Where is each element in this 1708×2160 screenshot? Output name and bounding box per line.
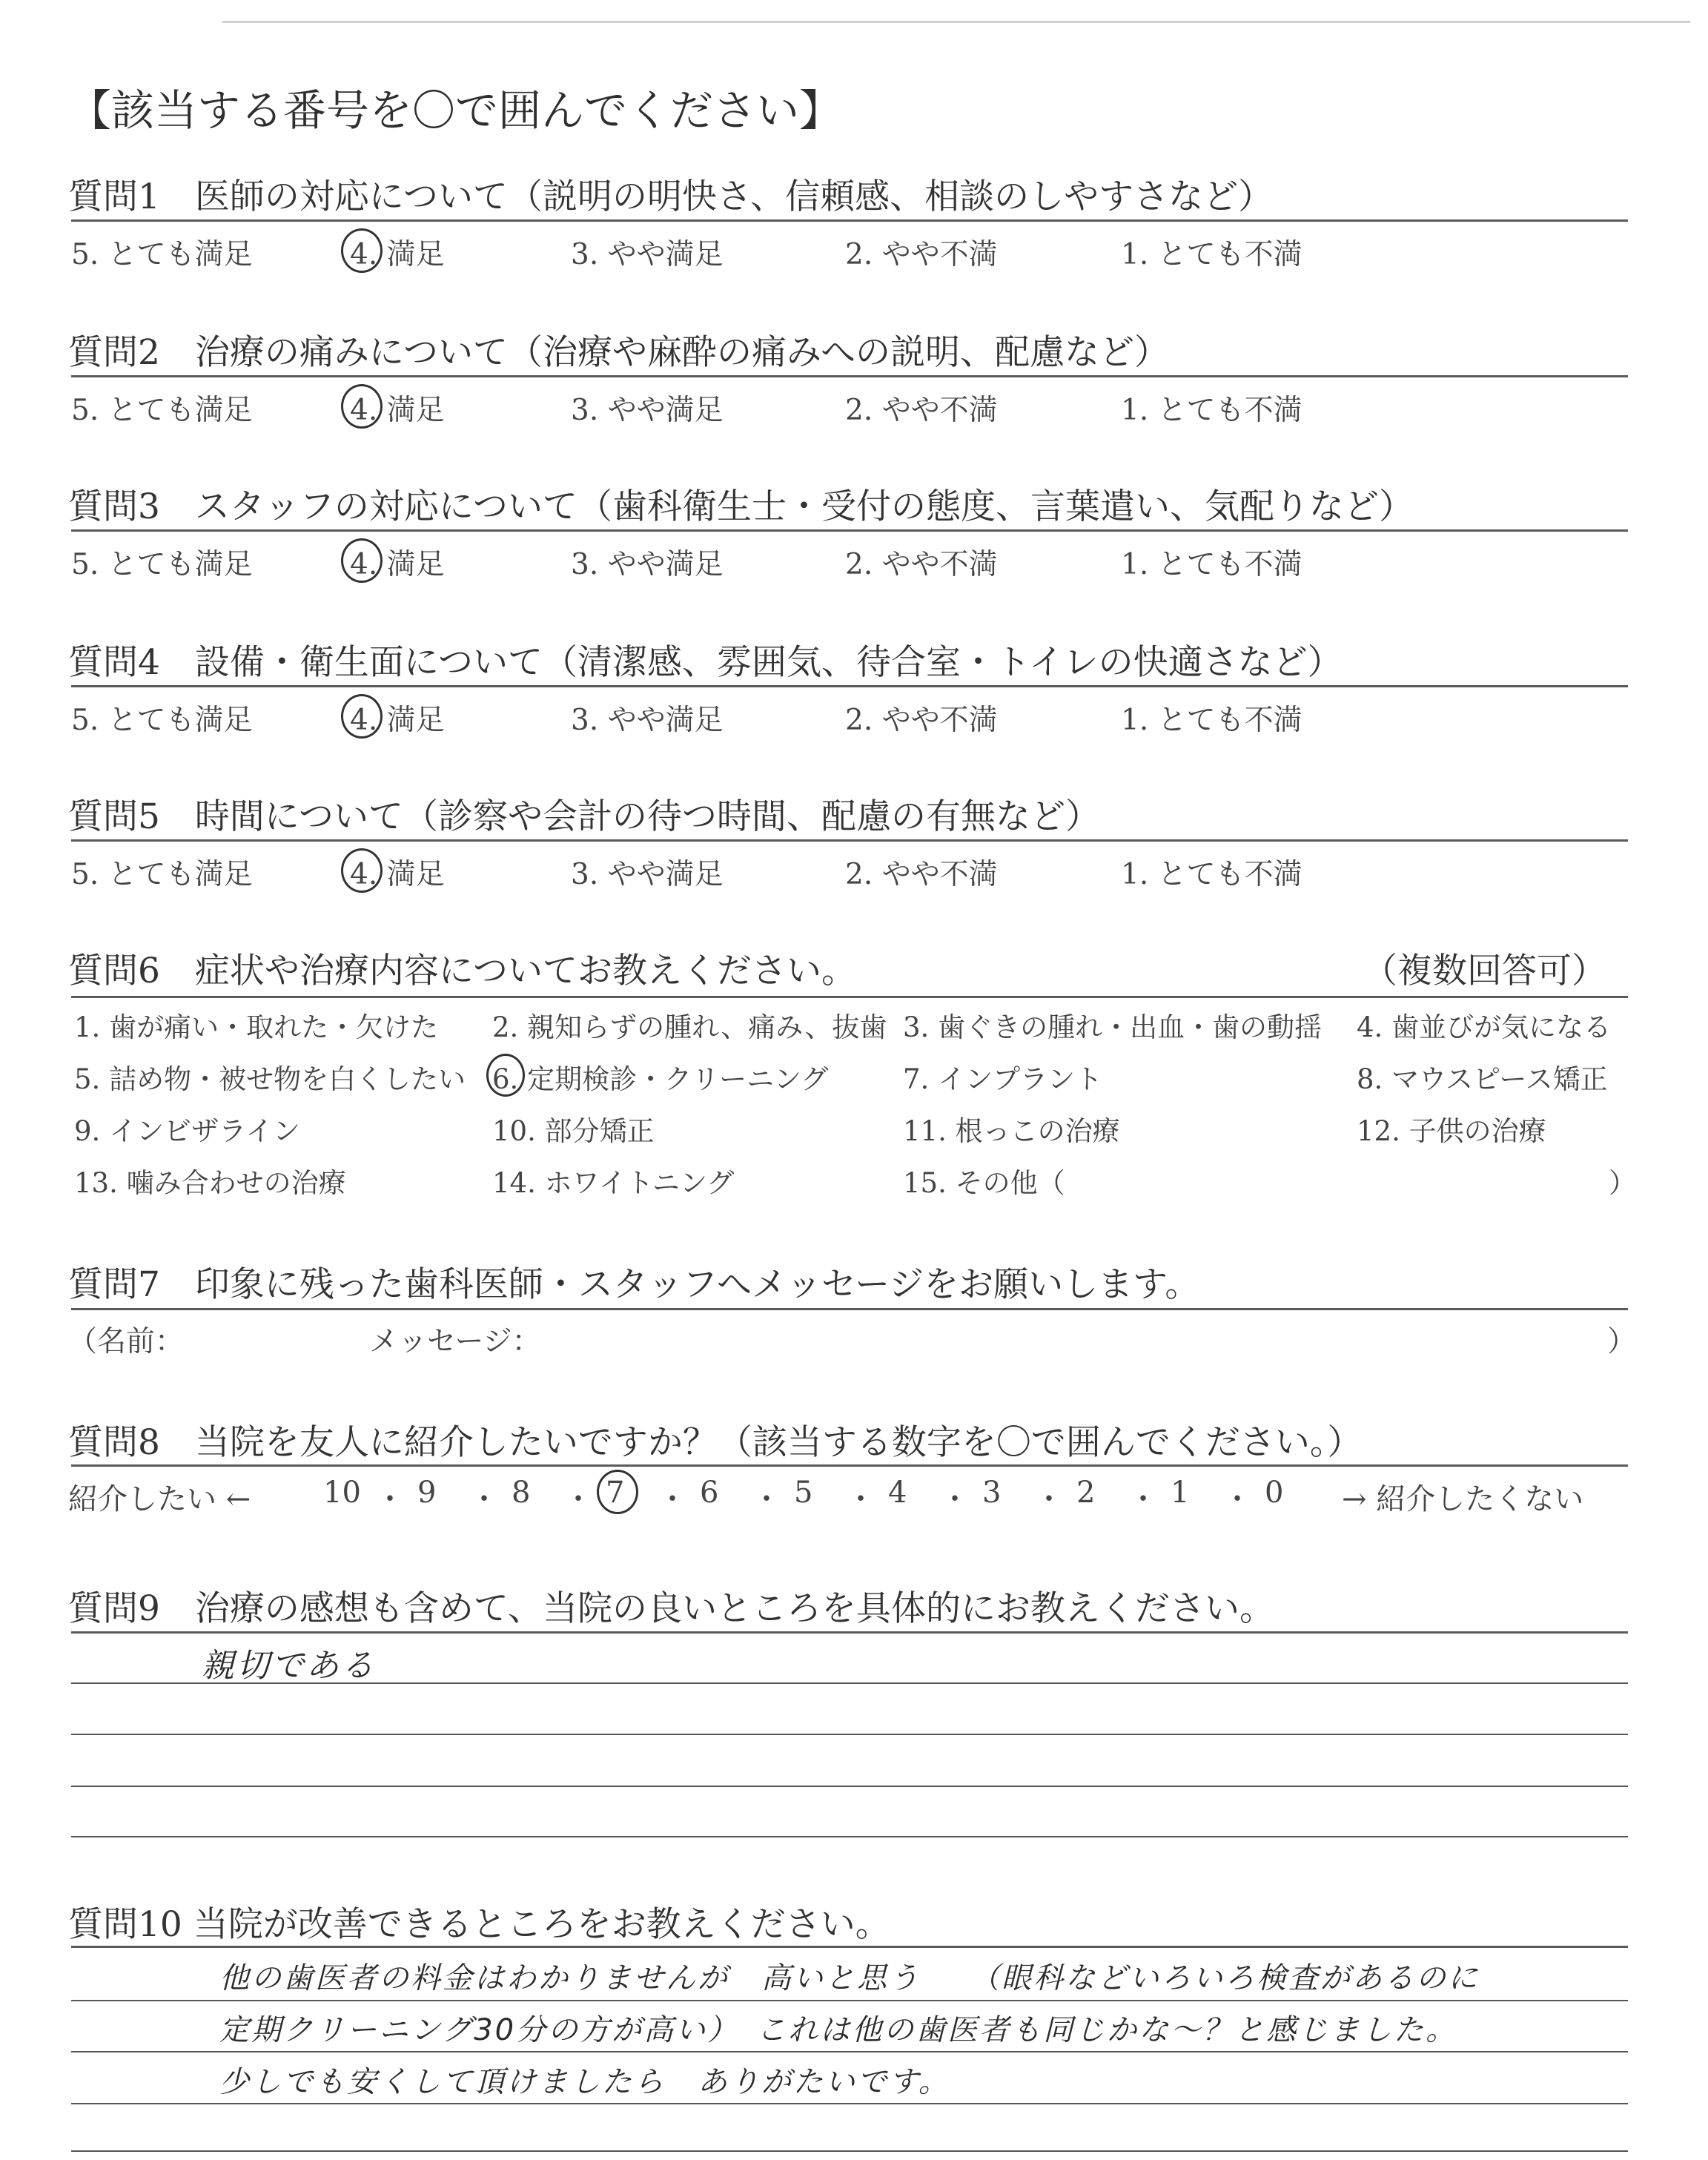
- q2-option-3[interactable]: 3. やや満足: [571, 394, 724, 427]
- q8-scale-separator: ・: [1034, 1482, 1064, 1516]
- q9-handwritten-answer: 親切である: [202, 1647, 376, 1685]
- q6-selection-circle: [486, 1054, 525, 1097]
- q5-selection-circle: [341, 848, 383, 893]
- q3-option-2[interactable]: 2. やや不満: [845, 548, 998, 581]
- q8-scale-separator: ・: [846, 1482, 875, 1516]
- q5-option-5[interactable]: 5. とても満足: [71, 858, 253, 891]
- q9-write-line: [71, 1786, 1628, 1787]
- q6-option-7[interactable]: 7. インプラント: [903, 1063, 1103, 1095]
- q2-option-5[interactable]: 5. とても満足: [71, 394, 253, 427]
- q4-option-5[interactable]: 5. とても満足: [71, 704, 253, 737]
- q8-scale-separator: ・: [752, 1482, 781, 1516]
- q9-write-line: [71, 1734, 1628, 1735]
- q2-rule: [71, 375, 1628, 377]
- q1-selection-circle: [341, 228, 383, 273]
- q6-option-8[interactable]: 8. マウスピース矯正: [1357, 1063, 1608, 1095]
- q6-option-13[interactable]: 13. 噛み合わせの治療: [74, 1167, 346, 1199]
- q8-scale-4[interactable]: 4: [888, 1476, 907, 1510]
- q8-scale-2[interactable]: 2: [1076, 1476, 1096, 1510]
- q3-option-4[interactable]: 4. 満足: [350, 548, 445, 581]
- q3-option-1[interactable]: 1. とても不満: [1121, 548, 1302, 581]
- q5-option-4[interactable]: 4. 満足: [350, 858, 445, 891]
- q6-option-14[interactable]: 14. ホワイトニング: [492, 1167, 735, 1199]
- q10-title: 質問10 当院が改善できるところをお教えください。: [68, 1904, 890, 1945]
- q5-option-1[interactable]: 1. とても不満: [1121, 858, 1302, 891]
- q8-scale-separator: ・: [1222, 1482, 1252, 1516]
- q7-rule: [71, 1308, 1628, 1310]
- q8-scale-8[interactable]: 8: [512, 1476, 531, 1510]
- q8-scale-3[interactable]: 3: [982, 1476, 1002, 1510]
- q2-option-4[interactable]: 4. 満足: [350, 394, 445, 427]
- q8-scale-separator: ・: [469, 1482, 499, 1516]
- q6-option-9[interactable]: 9. インビザライン: [74, 1115, 300, 1147]
- q8-selection-circle: [597, 1470, 638, 1514]
- q4-title: 質問4 設備・衛生面について（清潔感、雰囲気、待合室・トイレの快適さなど）: [68, 642, 1343, 683]
- q5-option-2[interactable]: 2. やや不満: [845, 858, 998, 891]
- q4-rule: [71, 685, 1628, 687]
- q9-rule: [71, 1631, 1628, 1634]
- q8-scale-9[interactable]: 9: [417, 1476, 437, 1510]
- q2-option-1[interactable]: 1. とても不満: [1121, 394, 1302, 427]
- q8-scale-separator: ・: [1128, 1482, 1158, 1516]
- q10-handwritten-line-2: 定期クリーニング30分の方が高い） これは他の歯医者も同じかな～？と感じました。: [219, 2013, 1458, 2047]
- q1-option-4[interactable]: 4. 満足: [350, 238, 445, 271]
- q6-option-4[interactable]: 4. 歯並びが気になる: [1357, 1011, 1612, 1043]
- q10-rule: [71, 1946, 1628, 1948]
- q6-option-10[interactable]: 10. 部分矯正: [492, 1115, 655, 1147]
- q6-option-3[interactable]: 3. 歯ぐきの腫れ・出血・歯の動揺: [903, 1011, 1323, 1043]
- q5-rule: [71, 839, 1628, 842]
- q7-name-label: （名前：: [68, 1325, 185, 1358]
- q1-title: 質問1 医師の対応について（説明の明快さ、信頼感、相談のしやすさなど）: [68, 176, 1274, 217]
- q8-rule: [71, 1464, 1628, 1467]
- q7-title: 質問7 印象に残った歯科医師・スタッフへメッセージをお願いします。: [68, 1264, 1200, 1305]
- q6-note: （複数回答可）: [1363, 951, 1606, 991]
- q6-option-1[interactable]: 1. 歯が痛い・取れた・欠けた: [74, 1011, 439, 1043]
- q10-write-line: [71, 2051, 1628, 2052]
- q2-option-2[interactable]: 2. やや不満: [845, 394, 998, 427]
- q10-handwritten-line-3: 少しでも安くして頂けましたら ありがたいです。: [219, 2065, 950, 2099]
- q1-rule: [71, 219, 1628, 222]
- q6-option-2[interactable]: 2. 親知らずの腫れ、痛み、抜歯: [492, 1011, 887, 1043]
- q8-scale-10[interactable]: 10: [323, 1476, 361, 1510]
- q6-option-11[interactable]: 11. 根っこの治療: [903, 1115, 1120, 1147]
- q5-option-3[interactable]: 3. やや満足: [571, 858, 724, 891]
- q10-write-line: [71, 2103, 1628, 2104]
- q2-title: 質問2 治療の痛みについて（治療や麻酔の痛みへの説明、配慮など）: [68, 332, 1170, 373]
- q3-option-3[interactable]: 3. やや満足: [571, 548, 724, 581]
- page-heading: 【該当する番号を〇で囲んでください】: [68, 85, 843, 136]
- q8-scale-7[interactable]: 7: [606, 1476, 625, 1510]
- q4-option-3[interactable]: 3. やや満足: [571, 704, 724, 737]
- q6-title: 質問6 症状や治療内容についてお教えください。: [68, 951, 856, 991]
- q10-handwritten-line-1: 他の歯医者の料金はわかりませんが 高いと思う （眼科などいろいろ検査があるのに: [219, 1961, 1480, 1995]
- q8-right-label: → 紹介したくない: [1342, 1482, 1584, 1516]
- q4-option-2[interactable]: 2. やや不満: [845, 704, 998, 737]
- scan-top-edge: [222, 21, 1690, 23]
- q1-option-3[interactable]: 3. やや満足: [571, 238, 724, 271]
- q3-selection-circle: [341, 538, 383, 583]
- q6-option-16[interactable]: ）: [1609, 1167, 1636, 1199]
- q8-left-label: 紹介したい ←: [68, 1482, 251, 1516]
- q6-option-6[interactable]: 6. 定期検診・クリーニング: [492, 1063, 829, 1095]
- q3-rule: [71, 529, 1628, 532]
- q10-write-line: [71, 2000, 1628, 2001]
- q1-option-1[interactable]: 1. とても不満: [1121, 238, 1302, 271]
- q5-title: 質問5 時間について（診察や会計の待つ時間、配慮の有無など）: [68, 796, 1100, 837]
- q10-write-line: [71, 2150, 1628, 2152]
- q8-scale-6[interactable]: 6: [700, 1476, 719, 1510]
- q7-message-label: メッセージ：: [369, 1325, 541, 1358]
- q6-option-5[interactable]: 5. 詰め物・被せ物を白くしたい: [74, 1063, 466, 1095]
- q9-write-line: [71, 1836, 1628, 1837]
- q4-option-4[interactable]: 4. 満足: [350, 704, 445, 737]
- q4-selection-circle: [341, 694, 383, 739]
- q8-scale-separator: ・: [563, 1482, 593, 1516]
- q1-option-5[interactable]: 5. とても満足: [71, 238, 253, 271]
- q3-option-5[interactable]: 5. とても満足: [71, 548, 253, 581]
- q8-scale-0[interactable]: 0: [1265, 1476, 1284, 1510]
- q3-title: 質問3 スタッフの対応について（歯科衛生士・受付の態度、言葉遣い、気配りなど）: [68, 486, 1414, 527]
- q8-scale-separator: ・: [375, 1482, 405, 1516]
- q8-scale-separator: ・: [940, 1482, 970, 1516]
- q8-scale-1[interactable]: 1: [1171, 1476, 1190, 1510]
- q7-close-paren: ）: [1607, 1325, 1637, 1358]
- q6-option-12[interactable]: 12. 子供の治療: [1357, 1115, 1546, 1147]
- q4-option-1[interactable]: 1. とても不満: [1121, 704, 1302, 737]
- q6-rule: [71, 996, 1628, 998]
- q2-selection-circle: [341, 384, 383, 429]
- q9-title: 質問9 治療の感想も含めて、当院の良いところを具体的にお教えください。: [68, 1588, 1274, 1629]
- q6-option-15[interactable]: 15. その他（: [903, 1167, 1065, 1199]
- q8-scale-separator: ・: [658, 1482, 687, 1516]
- q1-option-2[interactable]: 2. やや不満: [845, 238, 998, 271]
- q8-title: 質問8 当院を友人に紹介したいですか？（該当する数字を〇で囲んでください。）: [68, 1422, 1363, 1463]
- q8-scale-5[interactable]: 5: [794, 1476, 813, 1510]
